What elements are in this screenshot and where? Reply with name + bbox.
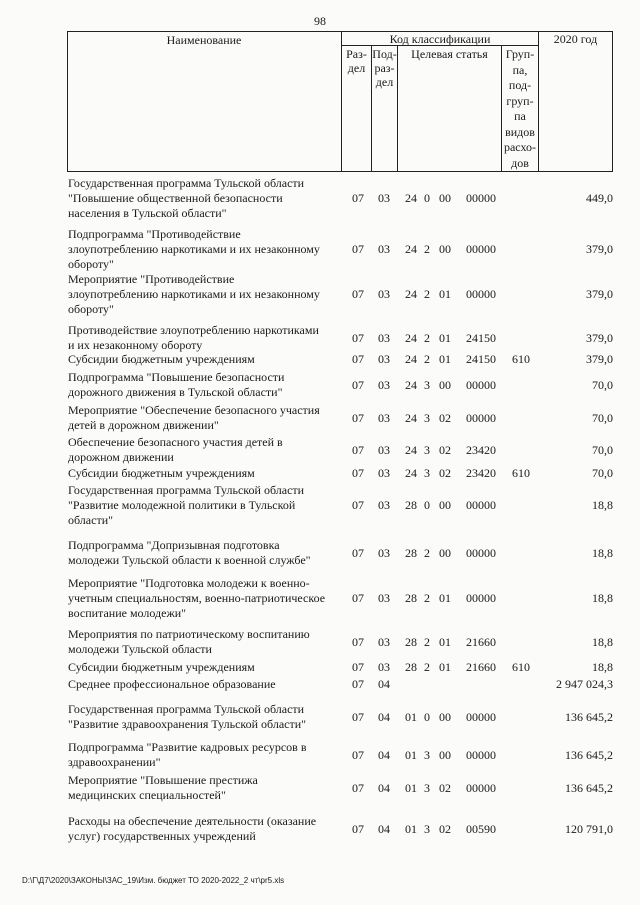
header-year: 2020 год	[553, 32, 598, 46]
cell-amount: 70,0	[592, 466, 613, 480]
row-name-line: Противодействие злоупотреблению наркотиками	[68, 323, 319, 337]
cell-amount: 379,0	[586, 331, 613, 345]
cell-rz: 07	[352, 677, 364, 691]
row-name-line: Субсидии бюджетным учреждениям	[68, 352, 255, 366]
cell-pr: 03	[378, 352, 390, 366]
cell-cs2: 2	[424, 635, 430, 649]
cell-pr: 03	[378, 660, 390, 674]
cell-rz: 07	[352, 443, 364, 457]
cell-cs1: 24	[405, 466, 417, 480]
cell-rz: 07	[352, 191, 364, 205]
cell-amount: 136 645,2	[565, 710, 613, 724]
cell-rz: 07	[352, 498, 364, 512]
row-name-line: воспитание молодежи"	[68, 606, 187, 620]
cell-rz: 07	[352, 635, 364, 649]
cell-cs4: 00000	[466, 287, 496, 301]
row-name-line: Мероприятие "Повышение престижа	[68, 773, 258, 787]
cell-cs4: 23420	[466, 466, 496, 480]
cell-cs3: 02	[439, 411, 451, 425]
cell-cs2: 0	[424, 710, 430, 724]
cell-rz: 07	[352, 331, 364, 345]
row-name-line: Субсидии бюджетным учреждениям	[68, 660, 255, 674]
row-name-line: и их незаконному обороту	[68, 338, 203, 352]
row-name-line: молодежи Тульской области к военной службе"	[68, 553, 311, 567]
cell-amount: 18,8	[592, 635, 613, 649]
cell-pr: 04	[378, 677, 390, 691]
row-name-line: области"	[68, 513, 114, 527]
cell-cs3: 01	[439, 591, 451, 605]
cell-cs4: 00000	[466, 546, 496, 560]
cell-cs3: 00	[439, 748, 451, 762]
row-name-line: обороту"	[68, 302, 114, 316]
cell-pr: 04	[378, 781, 390, 795]
cell-cs4: 00590	[466, 822, 496, 836]
cell-cs4: 00000	[466, 781, 496, 795]
cell-cs3: 01	[439, 331, 451, 345]
cell-amount: 120 791,0	[565, 822, 613, 836]
cell-rz: 07	[352, 710, 364, 724]
cell-rz: 07	[352, 287, 364, 301]
cell-pr: 03	[378, 546, 390, 560]
cell-vr: 610	[512, 466, 530, 480]
cell-cs1: 28	[405, 635, 417, 649]
cell-rz: 07	[352, 822, 364, 836]
cell-cs4: 24150	[466, 352, 496, 366]
cell-rz: 07	[352, 352, 364, 366]
cell-cs1: 01	[405, 822, 417, 836]
header-group: Груп- па, под- груп- па видов расхо- дов	[503, 47, 537, 170]
cell-cs2: 3	[424, 781, 430, 795]
cell-rz: 07	[352, 781, 364, 795]
cell-cs1: 01	[405, 710, 417, 724]
cell-cs3: 00	[439, 546, 451, 560]
row-name	[68, 677, 350, 692]
cell-pr: 03	[378, 191, 390, 205]
row-name	[68, 370, 350, 400]
cell-cs2: 2	[424, 331, 430, 345]
cell-amount: 379,0	[586, 287, 613, 301]
row-name-line: молодежи Тульской области	[68, 642, 212, 656]
cell-vr: 610	[512, 660, 530, 674]
row-name	[68, 702, 350, 732]
row-name-line: Государственная программа Тульской области	[68, 702, 305, 716]
cell-amount: 18,8	[592, 591, 613, 605]
cell-cs4: 24150	[466, 331, 496, 345]
header-razdel: Раз- дел	[346, 47, 367, 75]
cell-cs1: 24	[405, 352, 417, 366]
cell-amount: 449,0	[586, 191, 613, 205]
cell-cs1: 24	[405, 411, 417, 425]
cell-pr: 03	[378, 411, 390, 425]
row-name	[68, 483, 350, 528]
row-name-line: Расходы на обеспечение деятельности (оказание	[68, 814, 317, 828]
cell-cs1: 24	[405, 287, 417, 301]
cell-cs2: 0	[424, 191, 430, 205]
cell-cs3: 00	[439, 498, 451, 512]
cell-cs4: 00000	[466, 191, 496, 205]
row-name-line: Подпрограмма "Развитие кадровых ресурсов в	[68, 740, 307, 754]
cell-pr: 03	[378, 242, 390, 256]
cell-cs3: 01	[439, 660, 451, 674]
row-name-line: Государственная программа Тульской области	[68, 176, 305, 190]
row-name-line: Мероприятие "Подготовка молодежи к военно-	[68, 576, 310, 590]
row-name-line: злоупотреблению наркотиками и их незаконному	[68, 242, 320, 256]
cell-cs3: 01	[439, 635, 451, 649]
row-name-line: Подпрограмма "Повышение безопасности	[68, 370, 285, 384]
row-name	[68, 660, 350, 675]
row-name-line: учетным специальностям, военно-патриотическое	[68, 591, 326, 605]
cell-cs2: 3	[424, 411, 430, 425]
row-name-line: услуг) государственных учреждений	[68, 829, 256, 843]
row-name-line: дорожном движении	[68, 450, 174, 464]
cell-amount: 379,0	[586, 352, 613, 366]
cell-cs2: 2	[424, 660, 430, 674]
row-name	[68, 576, 350, 621]
cell-pr: 04	[378, 748, 390, 762]
cell-amount: 136 645,2	[565, 748, 613, 762]
cell-rz: 07	[352, 660, 364, 674]
cell-pr: 03	[378, 331, 390, 345]
cell-cs2: 3	[424, 466, 430, 480]
cell-cs1: 24	[405, 331, 417, 345]
row-name	[68, 227, 350, 272]
cell-pr: 03	[378, 378, 390, 392]
cell-cs2: 3	[424, 822, 430, 836]
row-name-line: медицинских специальностей"	[68, 788, 226, 802]
row-name	[68, 176, 350, 221]
cell-cs4: 00000	[466, 498, 496, 512]
row-name-line: дорожного движения в Тульской области"	[68, 385, 283, 399]
cell-cs4: 23420	[466, 443, 496, 457]
row-name	[68, 814, 350, 844]
row-name-line: здравоохранении"	[68, 755, 161, 769]
cell-amount: 18,8	[592, 546, 613, 560]
cell-pr: 03	[378, 443, 390, 457]
cell-cs3: 01	[439, 352, 451, 366]
cell-cs2: 3	[424, 748, 430, 762]
page-number: 98	[314, 14, 326, 28]
cell-amount: 379,0	[586, 242, 613, 256]
row-name-line: Мероприятие "Обеспечение безопасного участия	[68, 403, 320, 417]
cell-pr: 03	[378, 466, 390, 480]
cell-rz: 07	[352, 748, 364, 762]
cell-cs1: 28	[405, 498, 417, 512]
cell-cs1: 24	[405, 242, 417, 256]
cell-cs2: 2	[424, 287, 430, 301]
row-name	[68, 466, 350, 481]
cell-amount: 136 645,2	[565, 781, 613, 795]
cell-cs2: 2	[424, 352, 430, 366]
cell-cs3: 00	[439, 710, 451, 724]
row-name	[68, 773, 350, 803]
row-name-line: "Развитие здравоохранения Тульской области"	[68, 717, 307, 731]
row-name	[68, 323, 350, 353]
cell-cs1: 28	[405, 591, 417, 605]
row-name-line: Среднее профессиональное образование	[68, 677, 276, 691]
row-name-line: Подпрограмма "Противодействие	[68, 227, 241, 241]
row-name-line: детей в дорожном движении"	[68, 418, 219, 432]
cell-pr: 03	[378, 498, 390, 512]
cell-cs2: 2	[424, 242, 430, 256]
cell-cs3: 02	[439, 822, 451, 836]
row-name-line: Обеспечение безопасного участия детей в	[68, 435, 283, 449]
cell-rz: 07	[352, 378, 364, 392]
cell-cs4: 21660	[466, 660, 496, 674]
cell-cs3: 00	[439, 191, 451, 205]
row-name-line: злоупотреблению наркотиками и их незаконному	[68, 287, 320, 301]
cell-pr: 03	[378, 287, 390, 301]
cell-cs4: 21660	[466, 635, 496, 649]
cell-amount: 70,0	[592, 443, 613, 457]
cell-cs1: 28	[405, 546, 417, 560]
cell-cs4: 00000	[466, 411, 496, 425]
cell-rz: 07	[352, 242, 364, 256]
cell-rz: 07	[352, 411, 364, 425]
file-path-footer: D:\Г\Д7\2020\ЗАКОНЫ\ЗАС_19\Изм. бюджет ТО 2020-2022_2 чт\pr5.xls	[22, 876, 285, 885]
cell-cs3: 02	[439, 781, 451, 795]
cell-amount: 2 947 024,3	[556, 677, 613, 691]
row-name	[68, 435, 350, 465]
cell-cs1: 28	[405, 660, 417, 674]
cell-amount: 18,8	[592, 498, 613, 512]
cell-vr: 610	[512, 352, 530, 366]
cell-cs4: 00000	[466, 378, 496, 392]
cell-cs4: 00000	[466, 710, 496, 724]
cell-rz: 07	[352, 591, 364, 605]
cell-cs1: 01	[405, 748, 417, 762]
cell-pr: 03	[378, 591, 390, 605]
cell-amount: 70,0	[592, 378, 613, 392]
cell-cs2: 0	[424, 498, 430, 512]
cell-cs1: 01	[405, 781, 417, 795]
cell-cs2: 2	[424, 591, 430, 605]
row-name-line: Мероприятия по патриотическому воспитанию	[68, 627, 310, 641]
cell-cs2: 3	[424, 443, 430, 457]
cell-pr: 04	[378, 710, 390, 724]
row-name	[68, 272, 350, 317]
cell-rz: 07	[352, 546, 364, 560]
cell-cs3: 01	[439, 287, 451, 301]
row-name-line: Государственная программа Тульской области	[68, 483, 305, 497]
row-name	[68, 740, 350, 770]
cell-amount: 18,8	[592, 660, 613, 674]
header-target: Целевая статья	[411, 47, 488, 61]
cell-cs3: 02	[439, 443, 451, 457]
row-name-line: "Повышение общественной безопасности	[68, 191, 283, 205]
row-name-line: Мероприятие "Противодействие	[68, 272, 235, 286]
cell-cs1: 24	[405, 378, 417, 392]
cell-cs3: 00	[439, 378, 451, 392]
row-name	[68, 403, 350, 433]
row-name	[68, 538, 350, 568]
cell-cs3: 02	[439, 466, 451, 480]
cell-cs4: 00000	[466, 242, 496, 256]
cell-cs4: 00000	[466, 591, 496, 605]
cell-rz: 07	[352, 466, 364, 480]
row-name	[68, 627, 350, 657]
row-name-line: "Развитие молодежной политики в Тульской	[68, 498, 296, 512]
row-name-line: обороту"	[68, 257, 114, 271]
cell-cs1: 24	[405, 191, 417, 205]
cell-pr: 03	[378, 635, 390, 649]
row-name-line: Субсидии бюджетным учреждениям	[68, 466, 255, 480]
row-name-line: населения в Тульской области"	[68, 206, 227, 220]
cell-pr: 04	[378, 822, 390, 836]
cell-cs2: 2	[424, 546, 430, 560]
cell-amount: 70,0	[592, 411, 613, 425]
row-name	[68, 352, 350, 367]
cell-cs4: 00000	[466, 748, 496, 762]
cell-cs1: 24	[405, 443, 417, 457]
cell-cs3: 00	[439, 242, 451, 256]
row-name-line: Подпрограмма "Допризывная подготовка	[68, 538, 280, 552]
header-podrazdel: Под- раз- дел	[372, 47, 397, 89]
cell-cs2: 3	[424, 378, 430, 392]
header-name: Наименование	[166, 33, 242, 47]
header-code-group: Код классификации	[389, 32, 491, 46]
